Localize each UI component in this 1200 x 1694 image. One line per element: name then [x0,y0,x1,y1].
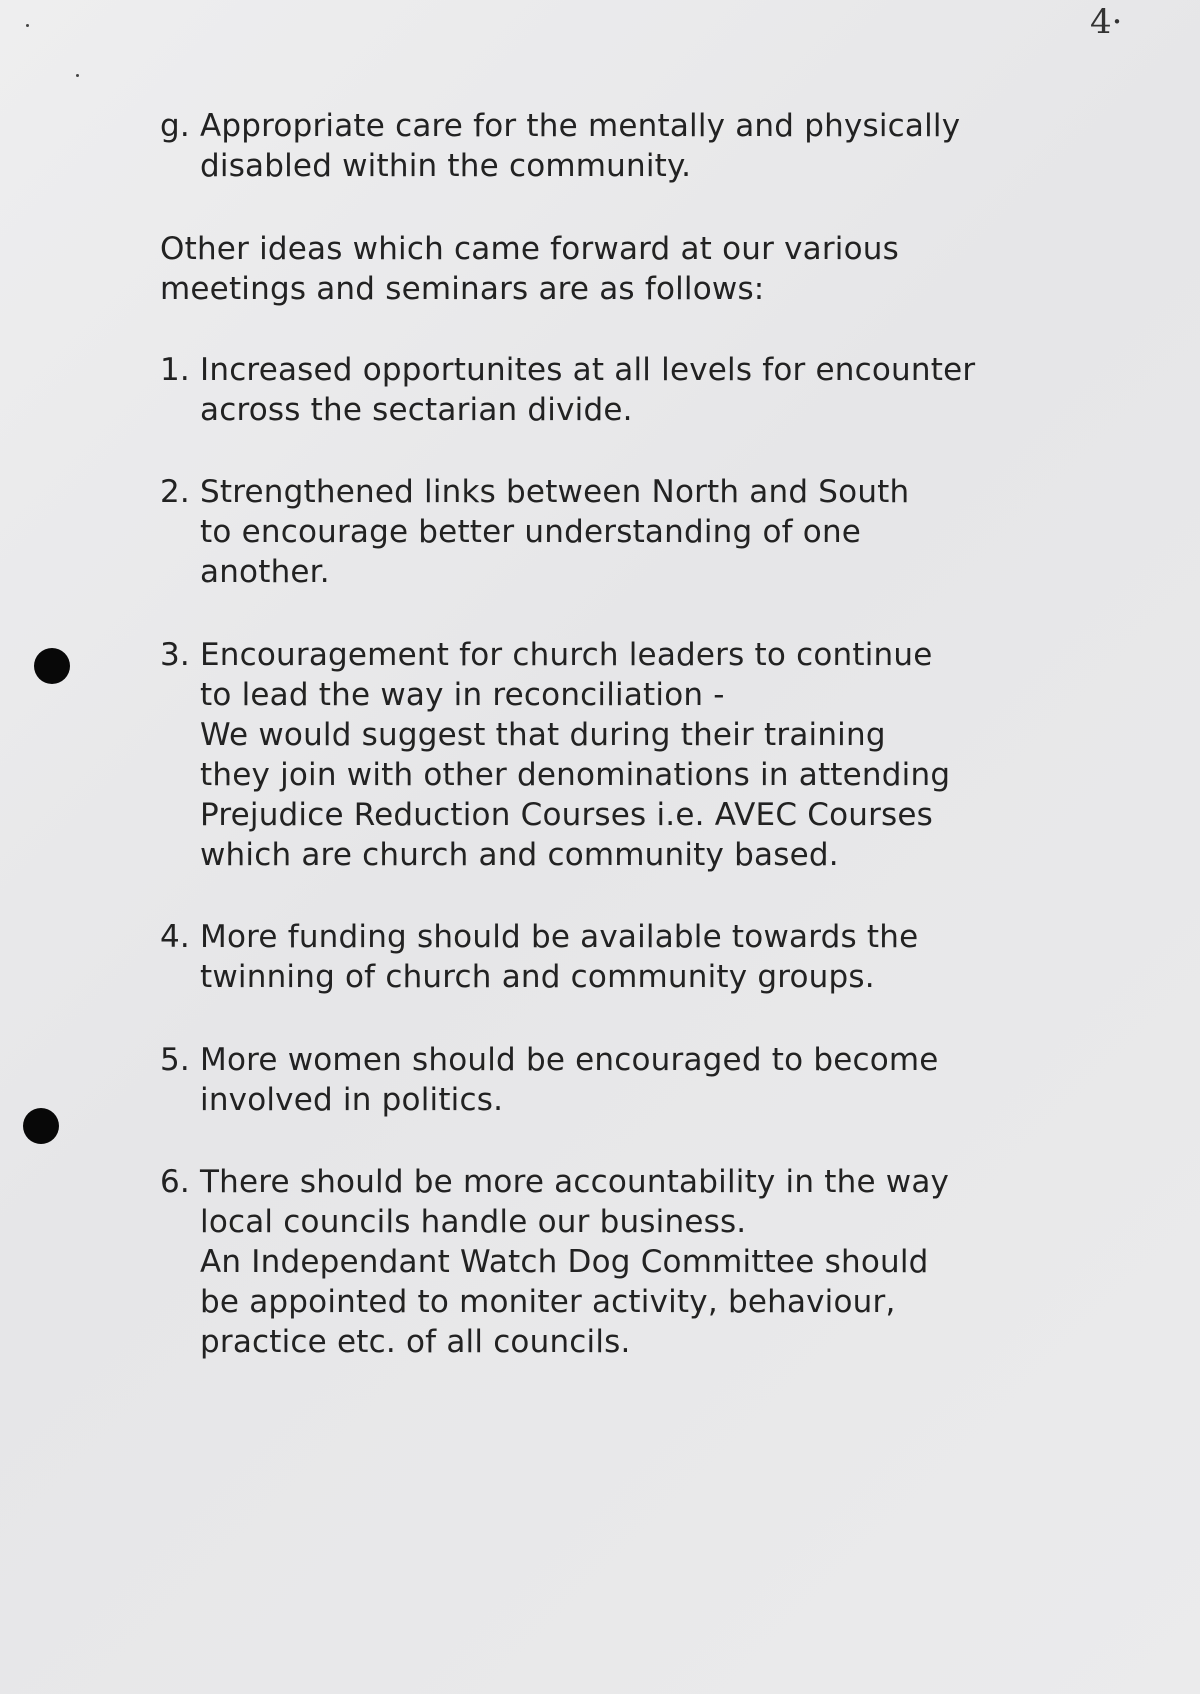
list-item-text [200,106,1090,186]
list-item-3 [160,635,1090,875]
page-number: 4· [1090,2,1123,42]
list-marker: 5. [160,1042,190,1078]
text-line: disabled within the community. [200,148,692,184]
list-marker: 6. [160,1164,190,1200]
text-line: meetings and seminars are as follows: [160,271,765,307]
list-item-4 [160,917,1090,997]
punch-hole [34,648,70,684]
list-item-text [200,1162,1090,1362]
list-item-text [200,917,1090,997]
text-line: to lead the way in reconciliation - [200,677,725,713]
text-line: Encouragement for church leaders to continue [200,637,933,673]
list-item-5 [160,1040,1090,1120]
text-line: Appropriate care for the mentally and physically [200,108,961,144]
text-line: We would suggest that during their training [200,717,886,753]
list-item-text [200,350,1090,430]
speck-mark [76,74,79,77]
list-item-2 [160,472,1090,592]
text-line: across the sectarian divide. [200,392,633,428]
text-line: Strengthened links between North and South [200,474,910,510]
list-item-6 [160,1162,1090,1362]
text-line: they join with other denominations in attending [200,757,951,793]
text-line: which are church and community based. [200,837,839,873]
text-line: Increased opportunites at all levels for encounter [200,352,976,388]
list-marker: 3. [160,637,190,673]
text-line: to encourage better understanding of one [200,514,862,550]
text-line: be appointed to moniter activity, behaviour, [200,1284,896,1320]
list-marker: 2. [160,474,190,510]
text-line: Other ideas which came forward at our various [160,231,899,267]
text-line: involved in politics. [200,1082,504,1118]
list-marker: g. [160,108,190,144]
list-marker: 1. [160,352,190,388]
list-marker: 4. [160,919,190,955]
list-item-text [200,1040,1090,1120]
speck-mark [26,24,29,27]
text-line: Prejudice Reduction Courses i.e. AVEC Courses [200,797,934,833]
list-item-1 [160,350,1090,430]
text-line: There should be more accountability in the way [200,1164,950,1200]
text-line: practice etc. of all councils. [200,1324,631,1360]
text-line: twinning of church and community groups. [200,959,875,995]
text-line: More funding should be available towards the [200,919,919,955]
intro-paragraph [160,229,1090,309]
text-line: More women should be encouraged to become [200,1042,939,1078]
text-line: another. [200,554,330,590]
list-item-g [160,106,1090,186]
list-item-text [200,635,1090,875]
list-item-text [200,472,1090,592]
text-line: An Independant Watch Dog Committee should [200,1244,929,1280]
punch-hole [23,1108,59,1144]
text-line: local councils handle our business. [200,1204,747,1240]
